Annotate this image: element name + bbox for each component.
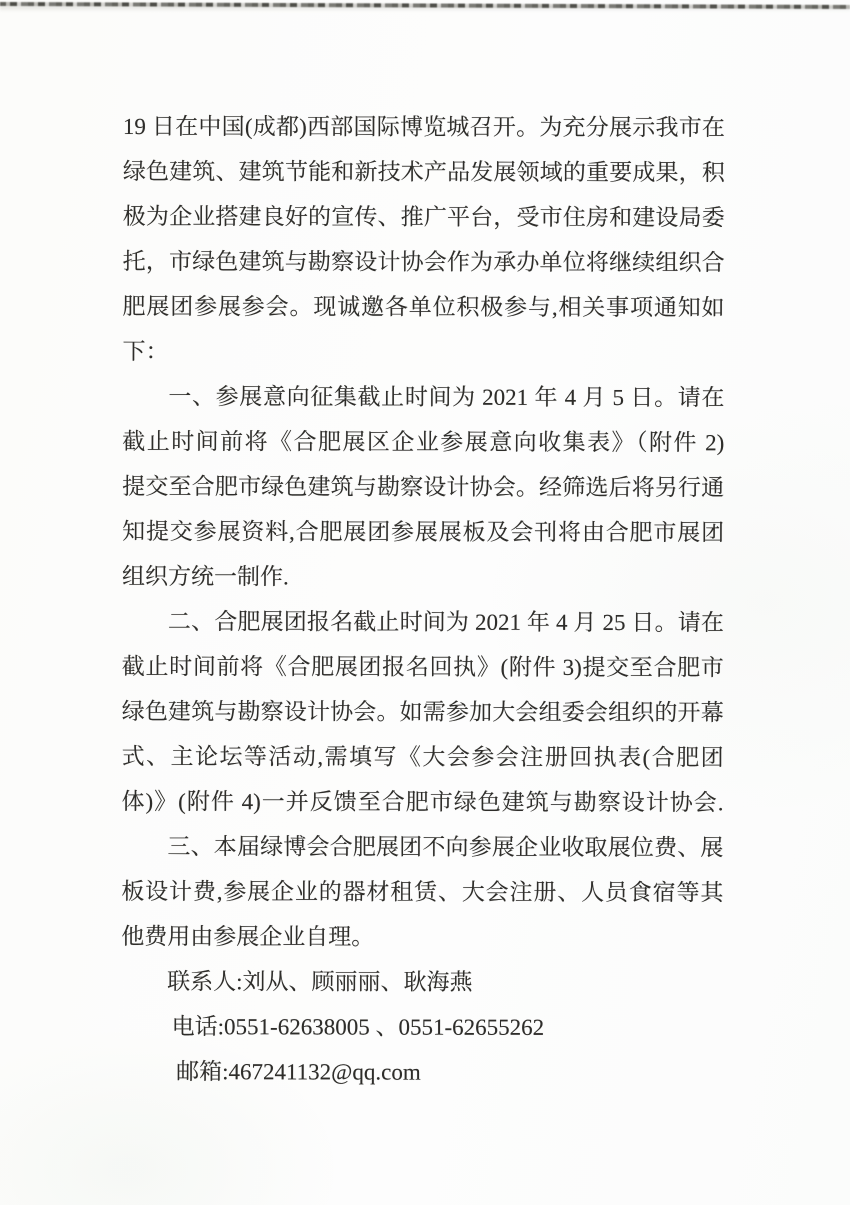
document-line: 体)》(附件 4)一并反馈至合肥市绿色建筑与勘察设计协会. — [121, 788, 724, 816]
document-line: 极为企业搭建良好的宣传、推广平台，受市住房和建设局委 — [122, 203, 725, 231]
document-line: 式、主论坛等活动,需填写《大会参会注册回执表(合肥团 — [121, 743, 724, 771]
document-line: 下： — [122, 338, 169, 365]
document-line: 绿色建筑、建筑节能和新技术产品发展领域的重要成果，积 — [122, 158, 725, 186]
document-line: 截止时间前将《合肥展团报名回执》(附件 3)提交至合肥市 — [121, 653, 724, 681]
document-line: 三、本届绿博会合肥展团不向参展企业收取展位费、展 — [167, 834, 724, 861]
document-line: 肥展团参展参会。现诚邀各单位积极参与,相关事项通知如 — [122, 293, 725, 321]
document-text-block — [121, 104, 725, 1095]
document-line: 托，市绿色建筑与勘察设计协会作为承办单位将继续组织合 — [122, 248, 725, 276]
document-line: 二、合肥展团报名截止时间为 2021 年 4 月 25 日。请在 — [167, 609, 724, 636]
document-line: 他费用由参展企业自理。 — [121, 923, 375, 950]
document-line: 绿色建筑与勘察设计协会。如需参加大会组委会组织的开幕 — [121, 698, 724, 726]
document-line: 提交至合肥市绿色建筑与勘察设计协会。经筛选后将另行通 — [122, 473, 725, 501]
document-line: 一、参展意向征集截止时间为 2021 年 4 月 5 日。请在 — [168, 384, 725, 411]
document-line: 截止时间前将《合肥展区企业参展意向收集表》（附件 2) — [122, 428, 725, 456]
document-line: 知提交参展资料,合肥展团参展展板及会刊将由合肥市展团 — [122, 518, 725, 546]
document-line: 组织方统一制作. — [121, 563, 289, 590]
document-line: 19 日在中国(成都)西部国际博览城召开。为充分展示我市在 — [122, 113, 725, 141]
document-line: 邮箱:467241132@qq.com — [176, 1059, 421, 1085]
document-line: 电话:0551-62638005 、0551-62655262 — [171, 1014, 545, 1040]
document-line: 板设计费,参展企业的器材租赁、大会注册、人员食宿等其 — [121, 878, 724, 906]
scan-artifact-top-shadow — [0, 6, 850, 12]
document-line: 联系人:刘从、顾丽丽、耿海燕 — [167, 969, 473, 995]
